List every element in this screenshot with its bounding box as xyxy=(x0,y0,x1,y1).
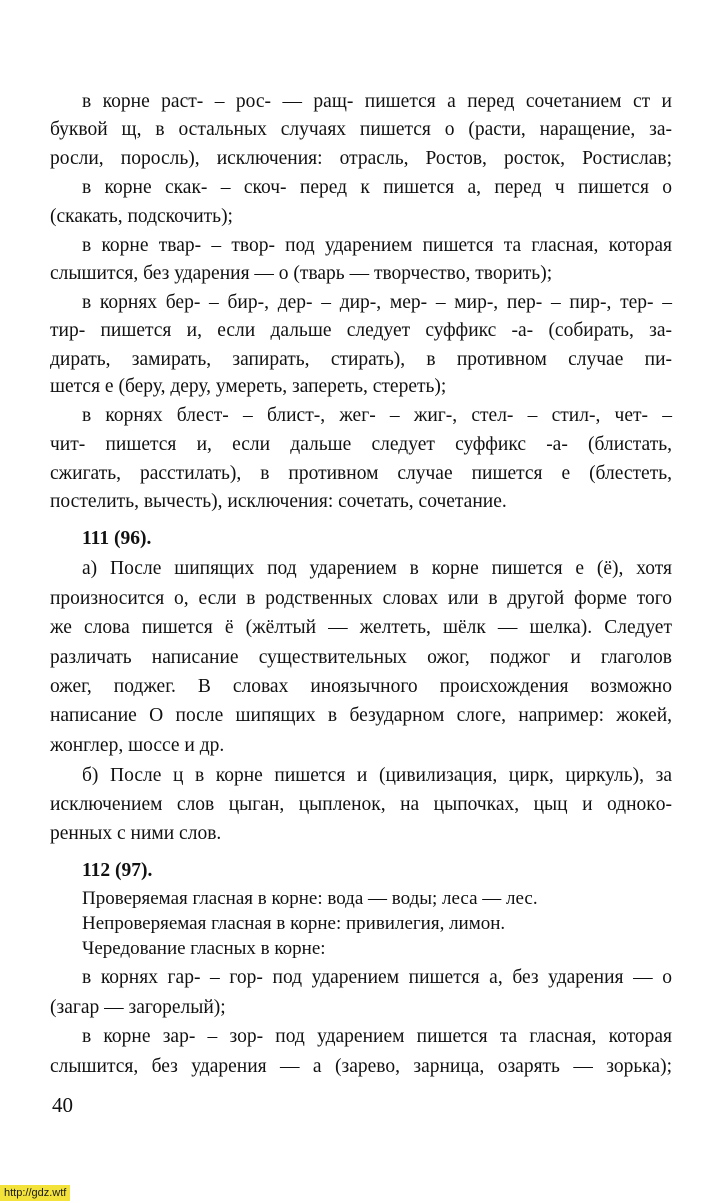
text-line: росли, поросль), исключения: отрасль, Ростов, росток, Ростислав; xyxy=(50,148,672,169)
text-line: сжигать, расстилать), в противном случае пишется е (блестеть, xyxy=(50,463,672,484)
page-number: 40 xyxy=(52,1093,73,1117)
text-line: написание О после шипящих в безударном слоге, например: жокей, xyxy=(50,705,672,726)
source-url-label[interactable]: http://gdz.wtf xyxy=(0,1185,70,1201)
text-line: в корне зар- – зор- под ударением пишется та гласная, которая xyxy=(82,1026,672,1047)
exercise-heading: 111 (96). xyxy=(82,528,152,549)
text-line: жонглер, шоссе и др. xyxy=(50,735,225,756)
text-line: в корне твар- – твор- под ударением пишется та гласная, которая xyxy=(82,235,672,256)
text-line: а) После шипящих под ударением в корне пишется е (ё), хотя xyxy=(82,558,672,579)
text-line: ренных с ними слов. xyxy=(50,823,222,844)
text-line: буквой щ, в остальных случаях пишется о (расти, наращение, за- xyxy=(50,119,672,140)
exercise-heading: 112 (97). xyxy=(82,860,153,881)
text-line: дирать, замирать, запирать, стирать), в противном случае пи- xyxy=(50,349,672,370)
text-line: же слова пишется ё (жёлтый — желтеть, шёлк — шелка). Следует xyxy=(50,617,672,638)
text-line: в корне скак- – скоч- перед к пишется а, перед ч пишется о xyxy=(82,177,672,198)
text-line: (скакать, подскочить); xyxy=(50,206,233,227)
text-line: Чередование гласных в корне: xyxy=(82,938,326,959)
text-line: ожег, поджег. В словах иноязычного происхождения возможно xyxy=(50,676,672,697)
text-line: различать написание существительных ожог, поджог и глаголов xyxy=(50,647,672,668)
text-line: (загар — загорелый); xyxy=(50,997,226,1018)
text-line: в корнях блест- – блист-, жег- – жиг-, стел- – стил-, чет- – xyxy=(82,405,672,426)
text-line: Непроверяемая гласная в корне: привилегия, лимон. xyxy=(82,913,506,934)
text-line: Проверяемая гласная в корне: вода — воды; леса — лес. xyxy=(82,888,538,909)
text-line: слышится, без ударения — о (тварь — творчество, творить); xyxy=(50,263,553,284)
text-line: б) После ц в корне пишется и (цивилизация, цирк, циркуль), за xyxy=(82,765,672,786)
text-line: исключением слов цыган, цыпленок, на цыпочках, цыц и однокo- xyxy=(50,794,672,815)
text-line: шется е (беру, деру, умереть, запереть, стереть); xyxy=(50,376,447,397)
text-line: постелить, вычесть), исключения: сочетать, сочетание. xyxy=(50,491,507,512)
text-line: слышится, без ударения — а (зарево, зарница, озарять — зорька); xyxy=(50,1056,672,1077)
text-line: в корнях бер- – бир-, дер- – дир-, мер- – мир-, пер- – пир-, тер- – xyxy=(82,292,672,313)
text-line: в корнях гар- – гор- под ударением пишется а, без ударения — о xyxy=(82,967,672,988)
text-line: в корне раст- – рос- — ращ- пишется а перед сочетанием ст и xyxy=(82,91,672,112)
text-line: произносится о, если в родственных словах или в другой форме того xyxy=(50,588,672,609)
text-line: тир- пишется и, если дальше следует суффикс -а- (собирать, за- xyxy=(50,320,672,341)
text-line: чит- пишется и, если дальше следует суффикс -а- (блистать, xyxy=(50,434,672,455)
